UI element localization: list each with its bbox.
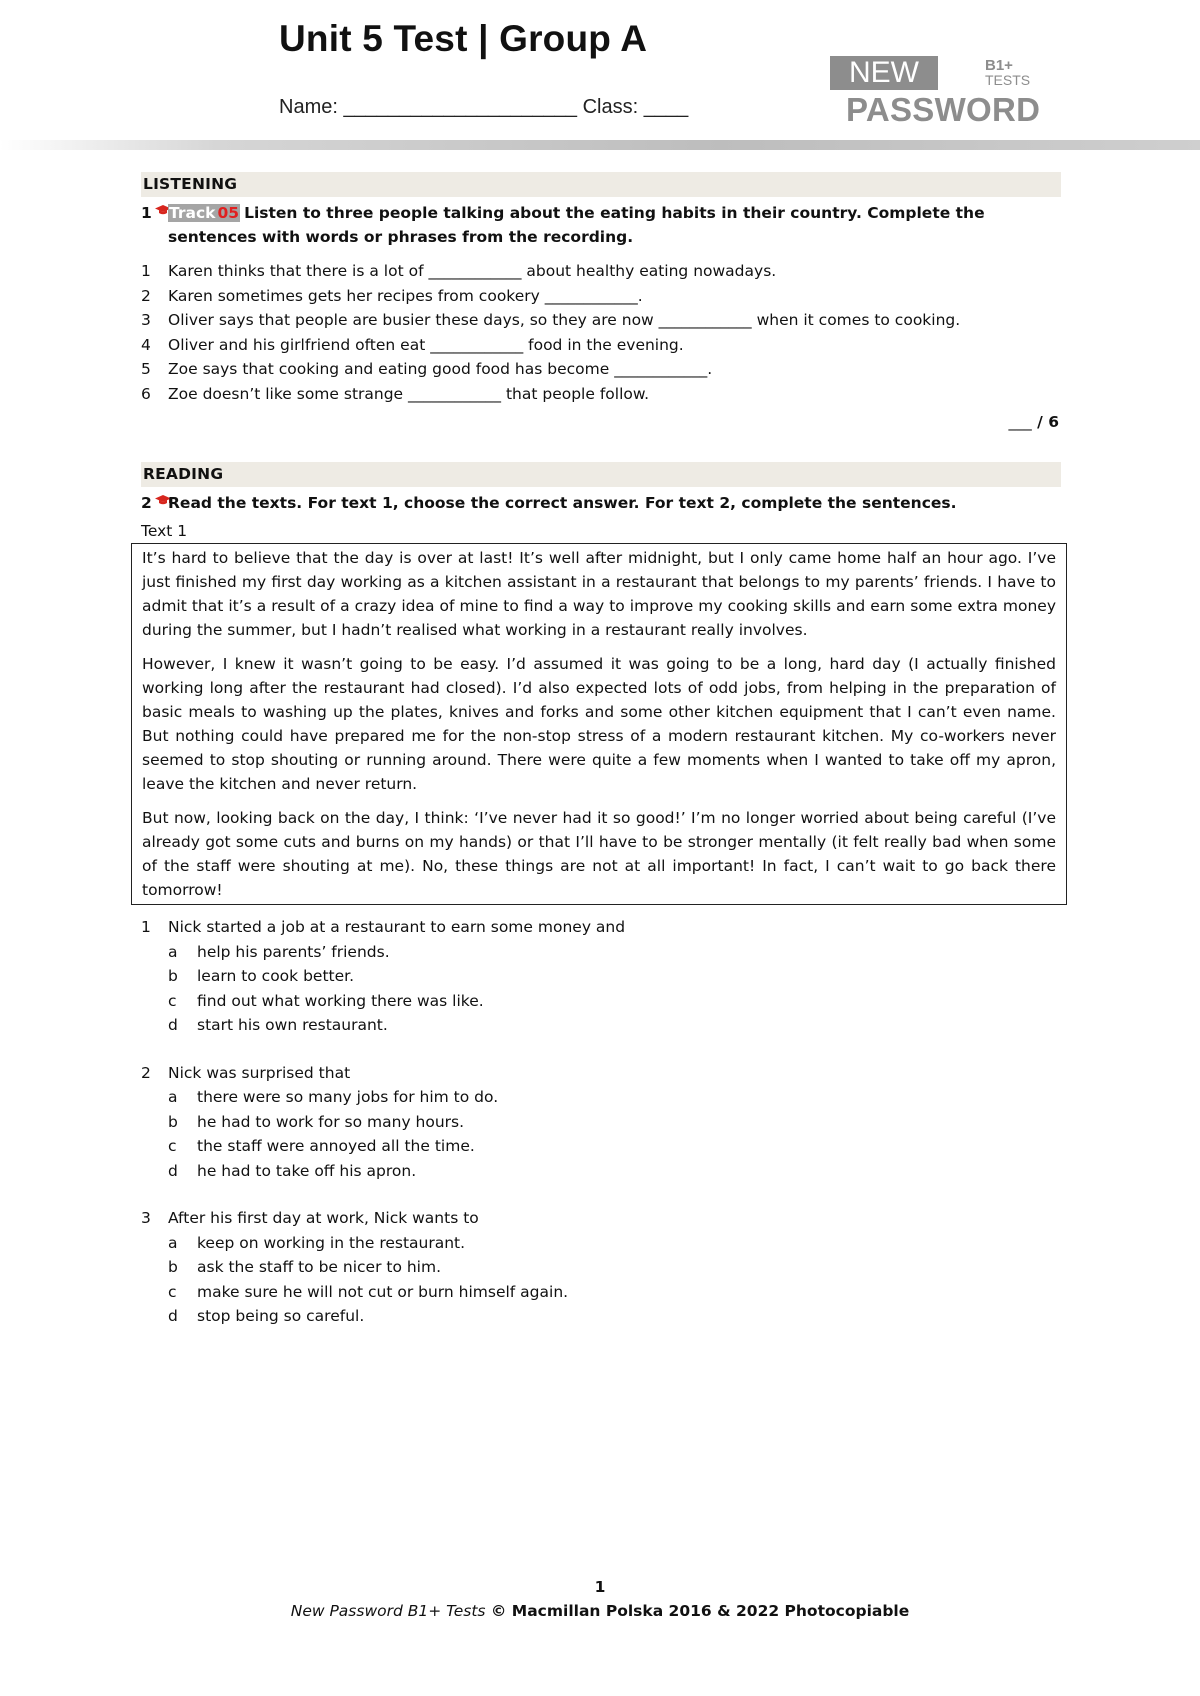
question-text[interactable]: Oliver says that people are busier these days, so they are now ____________ when it comes to cooking.	[168, 311, 961, 329]
option-text[interactable]: learn to cook better.	[197, 967, 355, 985]
question-number: 2	[141, 286, 151, 305]
question-number: 1	[141, 262, 151, 280]
logo-tests: TESTS	[985, 72, 1031, 88]
answer-option[interactable]	[141, 1304, 1061, 1329]
listening-question	[141, 259, 1061, 284]
listening-score	[141, 410, 1061, 434]
track-number[interactable]: 05	[217, 204, 240, 222]
option-letter[interactable]: b	[168, 1258, 178, 1276]
page-title: Unit 5 Test | Group A	[279, 18, 648, 59]
option-letter[interactable]: d	[168, 1016, 178, 1034]
listening-question	[141, 382, 1061, 407]
option-text[interactable]: stop being so careful.	[197, 1307, 365, 1325]
multiple-choice-question	[141, 915, 1061, 1038]
listening-instruction	[141, 201, 1061, 249]
question-text[interactable]: Karen sometimes gets her recipes from cookery ____________.	[168, 286, 643, 305]
answer-option[interactable]	[141, 1255, 1061, 1280]
question-number: 1	[141, 918, 151, 936]
question-number: 6	[141, 384, 151, 403]
option-text[interactable]: there were so many jobs for him to do.	[197, 1088, 499, 1106]
listening-question	[141, 357, 1061, 382]
option-letter[interactable]: c	[168, 991, 177, 1010]
logo-level: B1+	[985, 57, 1013, 74]
question-stem	[141, 1061, 1061, 1086]
question-stem-text: Nick started a job at a restaurant to earn some money and	[168, 918, 626, 936]
option-letter[interactable]: c	[168, 1137, 177, 1155]
exercise-number: 2	[141, 491, 168, 515]
listening-question	[141, 284, 1061, 309]
track-label[interactable]: Track	[169, 204, 216, 222]
option-text[interactable]: ask the staff to be nicer to him.	[197, 1258, 442, 1276]
option-letter[interactable]: a	[168, 942, 178, 961]
answer-option[interactable]	[141, 989, 1061, 1014]
answer-option[interactable]	[141, 1159, 1061, 1184]
reading-paragraph: However, I knew it wasn’t going to be easy. I’d assumed it was going to be a long, hard day (I actually finished working long after the restaurant had closed). I’d also expected lots of odd jobs, from helping in the preparation of basic meals to washing up the plates, knives and forks and some other kitchen equipment that I can’t even name. But nothing could have prepared me for the non-stop stress of a modern restaurant kitchen. My co-workers never seemed to stop shouting or running around. There were quite a few moments when I wanted to take off my apron, leave the kitchen and never return.	[142, 655, 1056, 793]
answer-option[interactable]	[141, 1013, 1061, 1038]
score-blank[interactable]: ___	[1008, 413, 1032, 431]
option-letter[interactable]: d	[168, 1161, 178, 1180]
multiple-choice-question	[141, 1206, 1061, 1329]
option-text[interactable]: find out what working there was like.	[197, 991, 484, 1010]
listening-question-list	[141, 259, 1061, 406]
listening-question	[141, 333, 1061, 358]
question-number: 2	[141, 1063, 151, 1082]
answer-option[interactable]	[141, 940, 1061, 965]
question-stem-text: After his first day at work, Nick wants to	[168, 1209, 479, 1227]
option-text[interactable]: keep on working in the restaurant.	[197, 1233, 466, 1252]
score-total: / 6	[1037, 413, 1059, 431]
answer-option[interactable]	[141, 1085, 1061, 1110]
option-text[interactable]: start his own restaurant.	[197, 1016, 388, 1034]
answer-option[interactable]	[141, 1134, 1061, 1159]
instruction-text: Listen to three people talking about the eating habits in their country. Complete the sentences with words or phrases from the recording.	[168, 204, 985, 246]
question-number: 3	[141, 311, 151, 329]
header-divider-bar	[0, 140, 1200, 150]
question-stem-text: Nick was surprised that	[168, 1063, 351, 1082]
listening-question	[141, 308, 1061, 333]
reading-paragraph: It’s hard to believe that the day is over at last! It’s well after midnight, but I only came home half an hour ago. I’ve just finished my first day working as a kitchen assistant in a restaurant that belongs to my parents’ friends. I have to admit that it’s a result of a crazy idea of mine to find a way to improve my cooking skills and earn some extra money during the summer, but I hadn’t realised what working in a restaurant really involves.	[142, 549, 1056, 639]
option-letter[interactable]: b	[168, 967, 178, 985]
question-text[interactable]: Zoe doesn’t like some strange ____________ that people follow.	[168, 384, 650, 403]
test-content	[141, 172, 1061, 1329]
question-text[interactable]: Karen thinks that there is a lot of ____________ about healthy eating nowadays.	[168, 262, 777, 280]
option-text[interactable]: the staff were annoyed all the time.	[197, 1137, 475, 1155]
answer-option[interactable]	[141, 964, 1061, 989]
option-letter[interactable]: c	[168, 1282, 177, 1301]
option-text[interactable]: help his parents’ friends.	[197, 942, 390, 961]
name-class-line: Name: _____________________ Class: ____	[279, 96, 689, 118]
logo-password: PASSWORD	[846, 91, 1041, 128]
option-letter[interactable]: d	[168, 1307, 178, 1325]
footer-credit: New Password B1+ Tests © Macmillan Polska 2016 & 2022 Photocopiable	[290, 1602, 910, 1620]
option-letter[interactable]: a	[168, 1233, 178, 1252]
reading-text-box	[131, 543, 1067, 905]
multiple-choice-question	[141, 1061, 1061, 1184]
section-heading-reading: READING	[141, 462, 1061, 487]
instruction-text: Read the texts. For text 1, choose the correct answer. For text 2, complete the sentences.	[168, 494, 957, 512]
reading-instruction	[141, 491, 1061, 515]
answer-option[interactable]	[141, 1280, 1061, 1305]
page-number: 1	[594, 1578, 606, 1596]
option-text[interactable]: make sure he will not cut or burn himself again.	[197, 1282, 569, 1301]
section-heading-listening: LISTENING	[141, 172, 1061, 197]
new-password-logo	[830, 56, 1040, 126]
option-text[interactable]: he had to work for so many hours.	[197, 1112, 465, 1131]
reading-paragraph: But now, looking back on the day, I think: ‘I’ve never had it so good!’ I’m no longer worried about being careful (I’ve already got some cuts and burns on my hands) or that I’ll have to be stronger mentally (it felt really bad when some of the staff were shouting at me). No, these things are not at all important! In fact, I can’t wait to go back there tomorrow!	[142, 809, 1056, 899]
answer-option[interactable]	[141, 1231, 1061, 1256]
option-letter[interactable]: a	[168, 1088, 178, 1106]
question-stem	[141, 915, 1061, 940]
reading-question-list	[141, 915, 1061, 1329]
answer-option[interactable]	[141, 1110, 1061, 1135]
exercise-number: 1	[141, 201, 168, 249]
logo-new-box: NEW	[830, 56, 938, 90]
question-number: 3	[141, 1209, 151, 1227]
question-text[interactable]: Zoe says that cooking and eating good food has become ____________.	[168, 360, 713, 378]
question-number: 4	[141, 335, 151, 354]
option-text[interactable]: he had to take off his apron.	[197, 1161, 417, 1180]
text-label: Text 1	[141, 522, 188, 540]
question-stem	[141, 1206, 1061, 1231]
question-number: 5	[141, 360, 151, 378]
question-text[interactable]: Oliver and his girlfriend often eat ____________ food in the evening.	[168, 335, 684, 354]
option-letter[interactable]: b	[168, 1112, 178, 1131]
